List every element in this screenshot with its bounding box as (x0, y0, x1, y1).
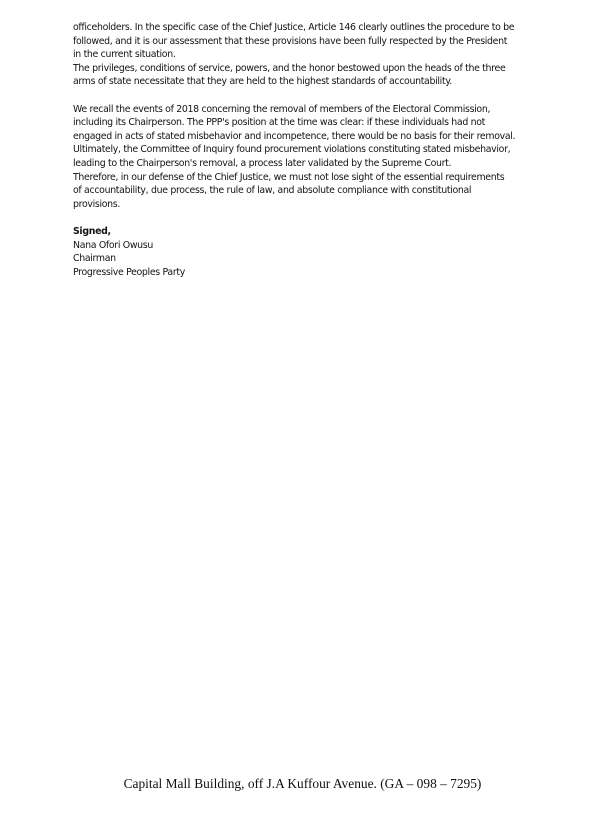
page-footer-address: Capital Mall Building, off J.A Kuffour Avenue. (GA – 098 – 7295) (123, 776, 482, 791)
signed-label: Signed, (73, 225, 111, 237)
document-body (73, 21, 543, 279)
text-line: followed, and it is our assessment that these provisions have been fully respected by the President (73, 35, 508, 47)
signatory-name: Nana Ofori Owusu (73, 239, 153, 251)
paragraph-spacer (73, 211, 543, 225)
signatory-organization: Progressive Peoples Party (73, 266, 185, 278)
paragraph-spacer (73, 89, 543, 103)
text-line: arms of state necessitate that they are held to the highest standards of accountability. (73, 76, 452, 88)
text-line: officeholders. In the specific case of the Chief Justice, Article 146 clearly outlines the procedure to be (73, 22, 515, 33)
text-line: We recall the events of 2018 concerning the removal of members of the Electoral Commission, (73, 103, 491, 115)
text-line: in the current situation. (73, 49, 176, 61)
text-line: of accountability, due process, the rule of law, and absolute compliance with constitutional (73, 185, 472, 197)
signatory-title: Chairman (73, 253, 116, 265)
text-line: leading to the Chairperson's removal, a process later validated by the Supreme Court. (73, 157, 452, 169)
signature-block (73, 225, 543, 279)
text-line: Ultimately, the Committee of Inquiry found procurement violations constituting stated misbehavior, (73, 144, 511, 156)
paragraph-electoral-commission (73, 103, 543, 171)
text-line: engaged in acts of stated misbehavior and incompetence, there would be no basis for their removal. (73, 130, 516, 142)
text-line: provisions. (73, 198, 120, 210)
paragraph-privileges (73, 62, 543, 89)
text-line: The privileges, conditions of service, powers, and the honor bestowed upon the heads of the three (73, 62, 506, 74)
text-line: including its Chairperson. The PPP's position at the time was clear: if these individuals had not (73, 117, 486, 129)
text-line: Therefore, in our defense of the Chief Justice, we must not lose sight of the essential requirements (73, 171, 505, 183)
paragraph-article-146 (73, 21, 543, 62)
paragraph-conclusion (73, 171, 543, 212)
